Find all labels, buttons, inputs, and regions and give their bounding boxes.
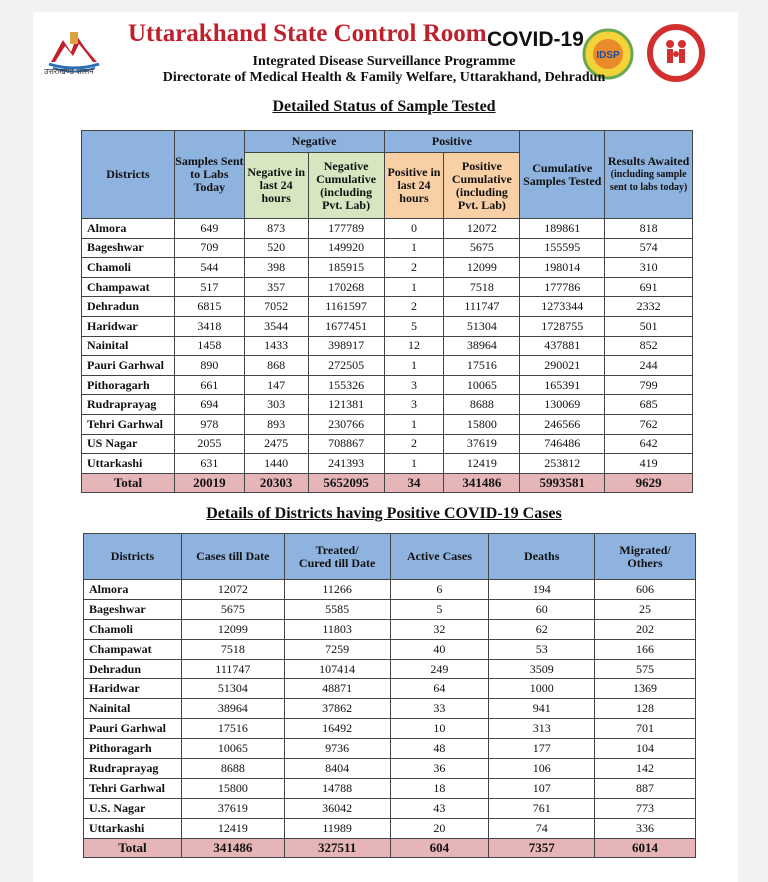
table-cell: 107 bbox=[489, 778, 595, 798]
table-row bbox=[84, 699, 696, 719]
covid-label: COVID-19 bbox=[487, 28, 584, 51]
col-active-cases: Active Cases bbox=[390, 534, 489, 580]
district-cell: Haridwar bbox=[82, 316, 175, 336]
table-cell: 746486 bbox=[520, 434, 605, 454]
table-row bbox=[82, 434, 693, 454]
district-cell: Champawat bbox=[84, 639, 182, 659]
table-cell: 3418 bbox=[174, 316, 244, 336]
district-cell: Chamoli bbox=[82, 258, 175, 278]
table-cell: 128 bbox=[595, 699, 696, 719]
table-cell: 8688 bbox=[444, 395, 520, 415]
table-cell: 2475 bbox=[244, 434, 308, 454]
table-cell: 130069 bbox=[520, 395, 605, 415]
district-cell: Pithoragarh bbox=[84, 739, 182, 759]
table-cell: 1 bbox=[384, 277, 444, 297]
table-row bbox=[84, 679, 696, 699]
table-cell: 685 bbox=[605, 395, 693, 415]
total-cell: 5652095 bbox=[308, 473, 384, 493]
table-row bbox=[84, 818, 696, 838]
table-cell: 708867 bbox=[308, 434, 384, 454]
total-cell: 9629 bbox=[605, 473, 693, 493]
table-cell: 0 bbox=[384, 219, 444, 239]
group-negative: Negative bbox=[244, 131, 384, 153]
table-cell: 8404 bbox=[284, 759, 390, 779]
district-cell: Champawat bbox=[82, 277, 175, 297]
table-cell: 893 bbox=[244, 414, 308, 434]
table-cell: 887 bbox=[595, 778, 696, 798]
table-cell: 1728755 bbox=[520, 316, 605, 336]
table-cell: 1000 bbox=[489, 679, 595, 699]
table-cell: 155595 bbox=[520, 238, 605, 258]
district-cell: Uttarkashi bbox=[84, 818, 182, 838]
table-cell: 5585 bbox=[284, 599, 390, 619]
table-row bbox=[82, 277, 693, 297]
table-cell: 1 bbox=[384, 414, 444, 434]
district-cell: Dehradun bbox=[82, 297, 175, 317]
table-cell: 253812 bbox=[520, 454, 605, 474]
table-cell: 3509 bbox=[489, 659, 595, 679]
table-cell: 12419 bbox=[444, 454, 520, 474]
col-deaths: Deaths bbox=[489, 534, 595, 580]
table-row bbox=[84, 619, 696, 639]
table-cell: 437881 bbox=[520, 336, 605, 356]
table-cell: 53 bbox=[489, 639, 595, 659]
table-cell: 8688 bbox=[181, 759, 284, 779]
table-cell: 60 bbox=[489, 599, 595, 619]
table-row bbox=[84, 759, 696, 779]
table-cell: 10065 bbox=[181, 739, 284, 759]
total-cell: 20303 bbox=[244, 473, 308, 493]
table-row bbox=[84, 739, 696, 759]
table-cell: 18 bbox=[390, 778, 489, 798]
table-cell: 398917 bbox=[308, 336, 384, 356]
table-cell: 1433 bbox=[244, 336, 308, 356]
col-treated-cured: Treated/ Cured till Date bbox=[284, 534, 390, 580]
table-cell: 121381 bbox=[308, 395, 384, 415]
table-cell: 2 bbox=[384, 258, 444, 278]
table-cell: 37862 bbox=[284, 699, 390, 719]
table-cell: 701 bbox=[595, 719, 696, 739]
directorate-subtitle: Directorate of Medical Health & Family Welfare, Uttarakhand, Dehradun bbox=[162, 70, 606, 85]
table-cell: 890 bbox=[174, 356, 244, 376]
table-row bbox=[84, 580, 696, 600]
district-cell: US Nagar bbox=[82, 434, 175, 454]
table-cell: 246566 bbox=[520, 414, 605, 434]
table-row bbox=[84, 659, 696, 679]
table-cell: 48 bbox=[390, 739, 489, 759]
table-cell: 37619 bbox=[444, 434, 520, 454]
district-cell: U.S. Nagar bbox=[84, 798, 182, 818]
table-cell: 517 bbox=[174, 277, 244, 297]
table-cell: 16492 bbox=[284, 719, 390, 739]
total-cell: 20019 bbox=[174, 473, 244, 493]
table-cell: 38964 bbox=[181, 699, 284, 719]
table-cell: 106 bbox=[489, 759, 595, 779]
total-cell: 34 bbox=[384, 473, 444, 493]
col-districts-2: Districts bbox=[84, 534, 182, 580]
table-cell: 194 bbox=[489, 580, 595, 600]
table-cell: 10065 bbox=[444, 375, 520, 395]
table-cell: 189861 bbox=[520, 219, 605, 239]
table-row bbox=[84, 599, 696, 619]
table-cell: 2 bbox=[384, 297, 444, 317]
table-cell: 185915 bbox=[308, 258, 384, 278]
col-positive-cumulative: Positive Cumulative (including Pvt. Lab) bbox=[444, 153, 520, 219]
district-cell: Almora bbox=[82, 219, 175, 239]
positive-section-title: Details of Districts having Positive COVID-19 Cases bbox=[206, 505, 562, 522]
table-cell: 12 bbox=[384, 336, 444, 356]
table-cell: 165391 bbox=[520, 375, 605, 395]
logo-caption: उत्तराखण्ड शासन bbox=[44, 67, 94, 76]
table-cell: 241393 bbox=[308, 454, 384, 474]
table-cell: 11266 bbox=[284, 580, 390, 600]
table-cell: 7518 bbox=[444, 277, 520, 297]
positive-cases-table bbox=[83, 533, 696, 858]
table-cell: 147 bbox=[244, 375, 308, 395]
table-row bbox=[82, 375, 693, 395]
table-cell: 3544 bbox=[244, 316, 308, 336]
table-cell: 501 bbox=[605, 316, 693, 336]
table-cell: 868 bbox=[244, 356, 308, 376]
table-cell: 38964 bbox=[444, 336, 520, 356]
table-cell: 5675 bbox=[444, 238, 520, 258]
table-cell: 520 bbox=[244, 238, 308, 258]
table-cell: 773 bbox=[595, 798, 696, 818]
table-cell: 15800 bbox=[444, 414, 520, 434]
table-cell: 142 bbox=[595, 759, 696, 779]
table-cell: 20 bbox=[390, 818, 489, 838]
table-cell: 9736 bbox=[284, 739, 390, 759]
col-results-awaited: Results Awaited (including sample sent to labs today) bbox=[605, 131, 693, 219]
positive-table-body bbox=[84, 580, 696, 858]
total-cell: 341486 bbox=[181, 838, 284, 858]
table-cell: 149920 bbox=[308, 238, 384, 258]
table-cell: 12072 bbox=[444, 219, 520, 239]
district-cell: Tehri Garhwal bbox=[84, 778, 182, 798]
samples-table-body bbox=[82, 219, 693, 493]
district-cell: Nainital bbox=[82, 336, 175, 356]
table-cell: 1 bbox=[384, 454, 444, 474]
table-cell: 5675 bbox=[181, 599, 284, 619]
samples-section-title: Detailed Status of Sample Tested bbox=[272, 98, 496, 115]
programme-subtitle: Integrated Disease Surveillance Programme bbox=[252, 54, 516, 69]
district-cell: Pithoragarh bbox=[82, 375, 175, 395]
table-cell: 661 bbox=[174, 375, 244, 395]
table-cell: 12072 bbox=[181, 580, 284, 600]
table-row bbox=[82, 258, 693, 278]
table-row bbox=[82, 238, 693, 258]
table-row bbox=[82, 356, 693, 376]
col-cumulative-tested: Cumulative Samples Tested bbox=[520, 131, 605, 219]
table-cell: 15800 bbox=[181, 778, 284, 798]
table-cell: 74 bbox=[489, 818, 595, 838]
table-cell: 642 bbox=[605, 434, 693, 454]
table-cell: 649 bbox=[174, 219, 244, 239]
table-cell: 244 bbox=[605, 356, 693, 376]
table-cell: 1458 bbox=[174, 336, 244, 356]
table-cell: 177786 bbox=[520, 277, 605, 297]
table-cell: 303 bbox=[244, 395, 308, 415]
table-cell: 419 bbox=[605, 454, 693, 474]
table-cell: 25 bbox=[595, 599, 696, 619]
total-cell: 341486 bbox=[444, 473, 520, 493]
awaited-note: (including sample sent to labs today) bbox=[609, 169, 688, 193]
district-cell: Pauri Garhwal bbox=[82, 356, 175, 376]
table-cell: 631 bbox=[174, 454, 244, 474]
table-cell: 10 bbox=[390, 719, 489, 739]
table-row bbox=[84, 778, 696, 798]
total-label: Total bbox=[82, 473, 175, 493]
table-cell: 1 bbox=[384, 238, 444, 258]
col-samples-sent: Samples Sent to Labs Today bbox=[174, 131, 244, 219]
table-cell: 11803 bbox=[284, 619, 390, 639]
district-cell: Haridwar bbox=[84, 679, 182, 699]
table-cell: 202 bbox=[595, 619, 696, 639]
table-cell: 51304 bbox=[444, 316, 520, 336]
table-cell: 14788 bbox=[284, 778, 390, 798]
table-cell: 166 bbox=[595, 639, 696, 659]
district-cell: Rudraprayag bbox=[84, 759, 182, 779]
table-cell: 3 bbox=[384, 375, 444, 395]
table-cell: 1369 bbox=[595, 679, 696, 699]
table-cell: 5 bbox=[384, 316, 444, 336]
table-cell: 709 bbox=[174, 238, 244, 258]
table-cell: 818 bbox=[605, 219, 693, 239]
table-row bbox=[84, 639, 696, 659]
table-cell: 852 bbox=[605, 336, 693, 356]
page-title: Uttarakhand State Control Room bbox=[128, 20, 487, 47]
table-cell: 33 bbox=[390, 699, 489, 719]
table-cell: 198014 bbox=[520, 258, 605, 278]
table-cell: 873 bbox=[244, 219, 308, 239]
table-cell: 37619 bbox=[181, 798, 284, 818]
col-positive-24h: Positive in last 24 hours bbox=[384, 153, 444, 219]
table-cell: 1161597 bbox=[308, 297, 384, 317]
district-cell: Bageshwar bbox=[84, 599, 182, 619]
table-cell: 398 bbox=[244, 258, 308, 278]
table-cell: 575 bbox=[595, 659, 696, 679]
table-row bbox=[84, 798, 696, 818]
table-cell: 7259 bbox=[284, 639, 390, 659]
table-cell: 177 bbox=[489, 739, 595, 759]
table-cell: 111747 bbox=[444, 297, 520, 317]
table-cell: 6 bbox=[390, 580, 489, 600]
table-cell: 12419 bbox=[181, 818, 284, 838]
col-migrated-others: Migrated/ Others bbox=[595, 534, 696, 580]
district-cell: Rudraprayag bbox=[82, 395, 175, 415]
group-positive: Positive bbox=[384, 131, 520, 153]
table-cell: 1273344 bbox=[520, 297, 605, 317]
table-cell: 177789 bbox=[308, 219, 384, 239]
district-cell: Tehri Garhwal bbox=[82, 414, 175, 434]
table-cell: 691 bbox=[605, 277, 693, 297]
table-cell: 6815 bbox=[174, 297, 244, 317]
table-cell: 40 bbox=[390, 639, 489, 659]
col-cases-till-date: Cases till Date bbox=[181, 534, 284, 580]
table-cell: 313 bbox=[489, 719, 595, 739]
table-cell: 941 bbox=[489, 699, 595, 719]
table-cell: 155326 bbox=[308, 375, 384, 395]
table-cell: 36 bbox=[390, 759, 489, 779]
table-cell: 2055 bbox=[174, 434, 244, 454]
table-cell: 544 bbox=[174, 258, 244, 278]
table-cell: 230766 bbox=[308, 414, 384, 434]
table-cell: 17516 bbox=[181, 719, 284, 739]
total-row bbox=[82, 473, 693, 493]
total-cell: 7357 bbox=[489, 838, 595, 858]
table-row bbox=[82, 336, 693, 356]
table-cell: 36042 bbox=[284, 798, 390, 818]
table-cell: 111747 bbox=[181, 659, 284, 679]
table-cell: 290021 bbox=[520, 356, 605, 376]
col-negative-cumulative: Negative Cumulative (including Pvt. Lab) bbox=[308, 153, 384, 219]
total-row bbox=[84, 838, 696, 858]
col-districts: Districts bbox=[82, 131, 175, 219]
table-row bbox=[82, 316, 693, 336]
table-cell: 978 bbox=[174, 414, 244, 434]
table-cell: 1440 bbox=[244, 454, 308, 474]
table-cell: 7518 bbox=[181, 639, 284, 659]
table-cell: 2 bbox=[384, 434, 444, 454]
table-cell: 761 bbox=[489, 798, 595, 818]
district-cell: Pauri Garhwal bbox=[84, 719, 182, 739]
table-cell: 107414 bbox=[284, 659, 390, 679]
table-cell: 5 bbox=[390, 599, 489, 619]
table-row bbox=[82, 297, 693, 317]
district-cell: Nainital bbox=[84, 699, 182, 719]
district-cell: Almora bbox=[84, 580, 182, 600]
idsp-logo-text: IDSP bbox=[596, 50, 620, 61]
table-cell: 48871 bbox=[284, 679, 390, 699]
table-cell: 272505 bbox=[308, 356, 384, 376]
table-cell: 12099 bbox=[444, 258, 520, 278]
table-cell: 2332 bbox=[605, 297, 693, 317]
table-cell: 32 bbox=[390, 619, 489, 639]
table-cell: 249 bbox=[390, 659, 489, 679]
table-cell: 64 bbox=[390, 679, 489, 699]
table-cell: 104 bbox=[595, 739, 696, 759]
table-cell: 17516 bbox=[444, 356, 520, 376]
table-row bbox=[82, 414, 693, 434]
district-cell: Chamoli bbox=[84, 619, 182, 639]
table-cell: 357 bbox=[244, 277, 308, 297]
table-cell: 170268 bbox=[308, 277, 384, 297]
total-cell: 327511 bbox=[284, 838, 390, 858]
table-row bbox=[84, 719, 696, 739]
total-cell: 5993581 bbox=[520, 473, 605, 493]
table-cell: 43 bbox=[390, 798, 489, 818]
table-cell: 51304 bbox=[181, 679, 284, 699]
district-cell: Bageshwar bbox=[82, 238, 175, 258]
table-row bbox=[82, 219, 693, 239]
table-cell: 12099 bbox=[181, 619, 284, 639]
total-cell: 604 bbox=[390, 838, 489, 858]
table-cell: 1 bbox=[384, 356, 444, 376]
total-cell: 6014 bbox=[595, 838, 696, 858]
table-cell: 762 bbox=[605, 414, 693, 434]
samples-table bbox=[81, 130, 693, 493]
district-cell: Uttarkashi bbox=[82, 454, 175, 474]
district-cell: Dehradun bbox=[84, 659, 182, 679]
col-negative-24h: Negative in last 24 hours bbox=[244, 153, 308, 219]
table-cell: 799 bbox=[605, 375, 693, 395]
table-cell: 336 bbox=[595, 818, 696, 838]
table-cell: 1677451 bbox=[308, 316, 384, 336]
table-cell: 606 bbox=[595, 580, 696, 600]
table-row bbox=[82, 395, 693, 415]
table-cell: 7052 bbox=[244, 297, 308, 317]
table-cell: 694 bbox=[174, 395, 244, 415]
table-cell: 3 bbox=[384, 395, 444, 415]
table-cell: 310 bbox=[605, 258, 693, 278]
table-cell: 62 bbox=[489, 619, 595, 639]
table-row bbox=[82, 454, 693, 474]
table-cell: 574 bbox=[605, 238, 693, 258]
table-cell: 11989 bbox=[284, 818, 390, 838]
total-label: Total bbox=[84, 838, 182, 858]
